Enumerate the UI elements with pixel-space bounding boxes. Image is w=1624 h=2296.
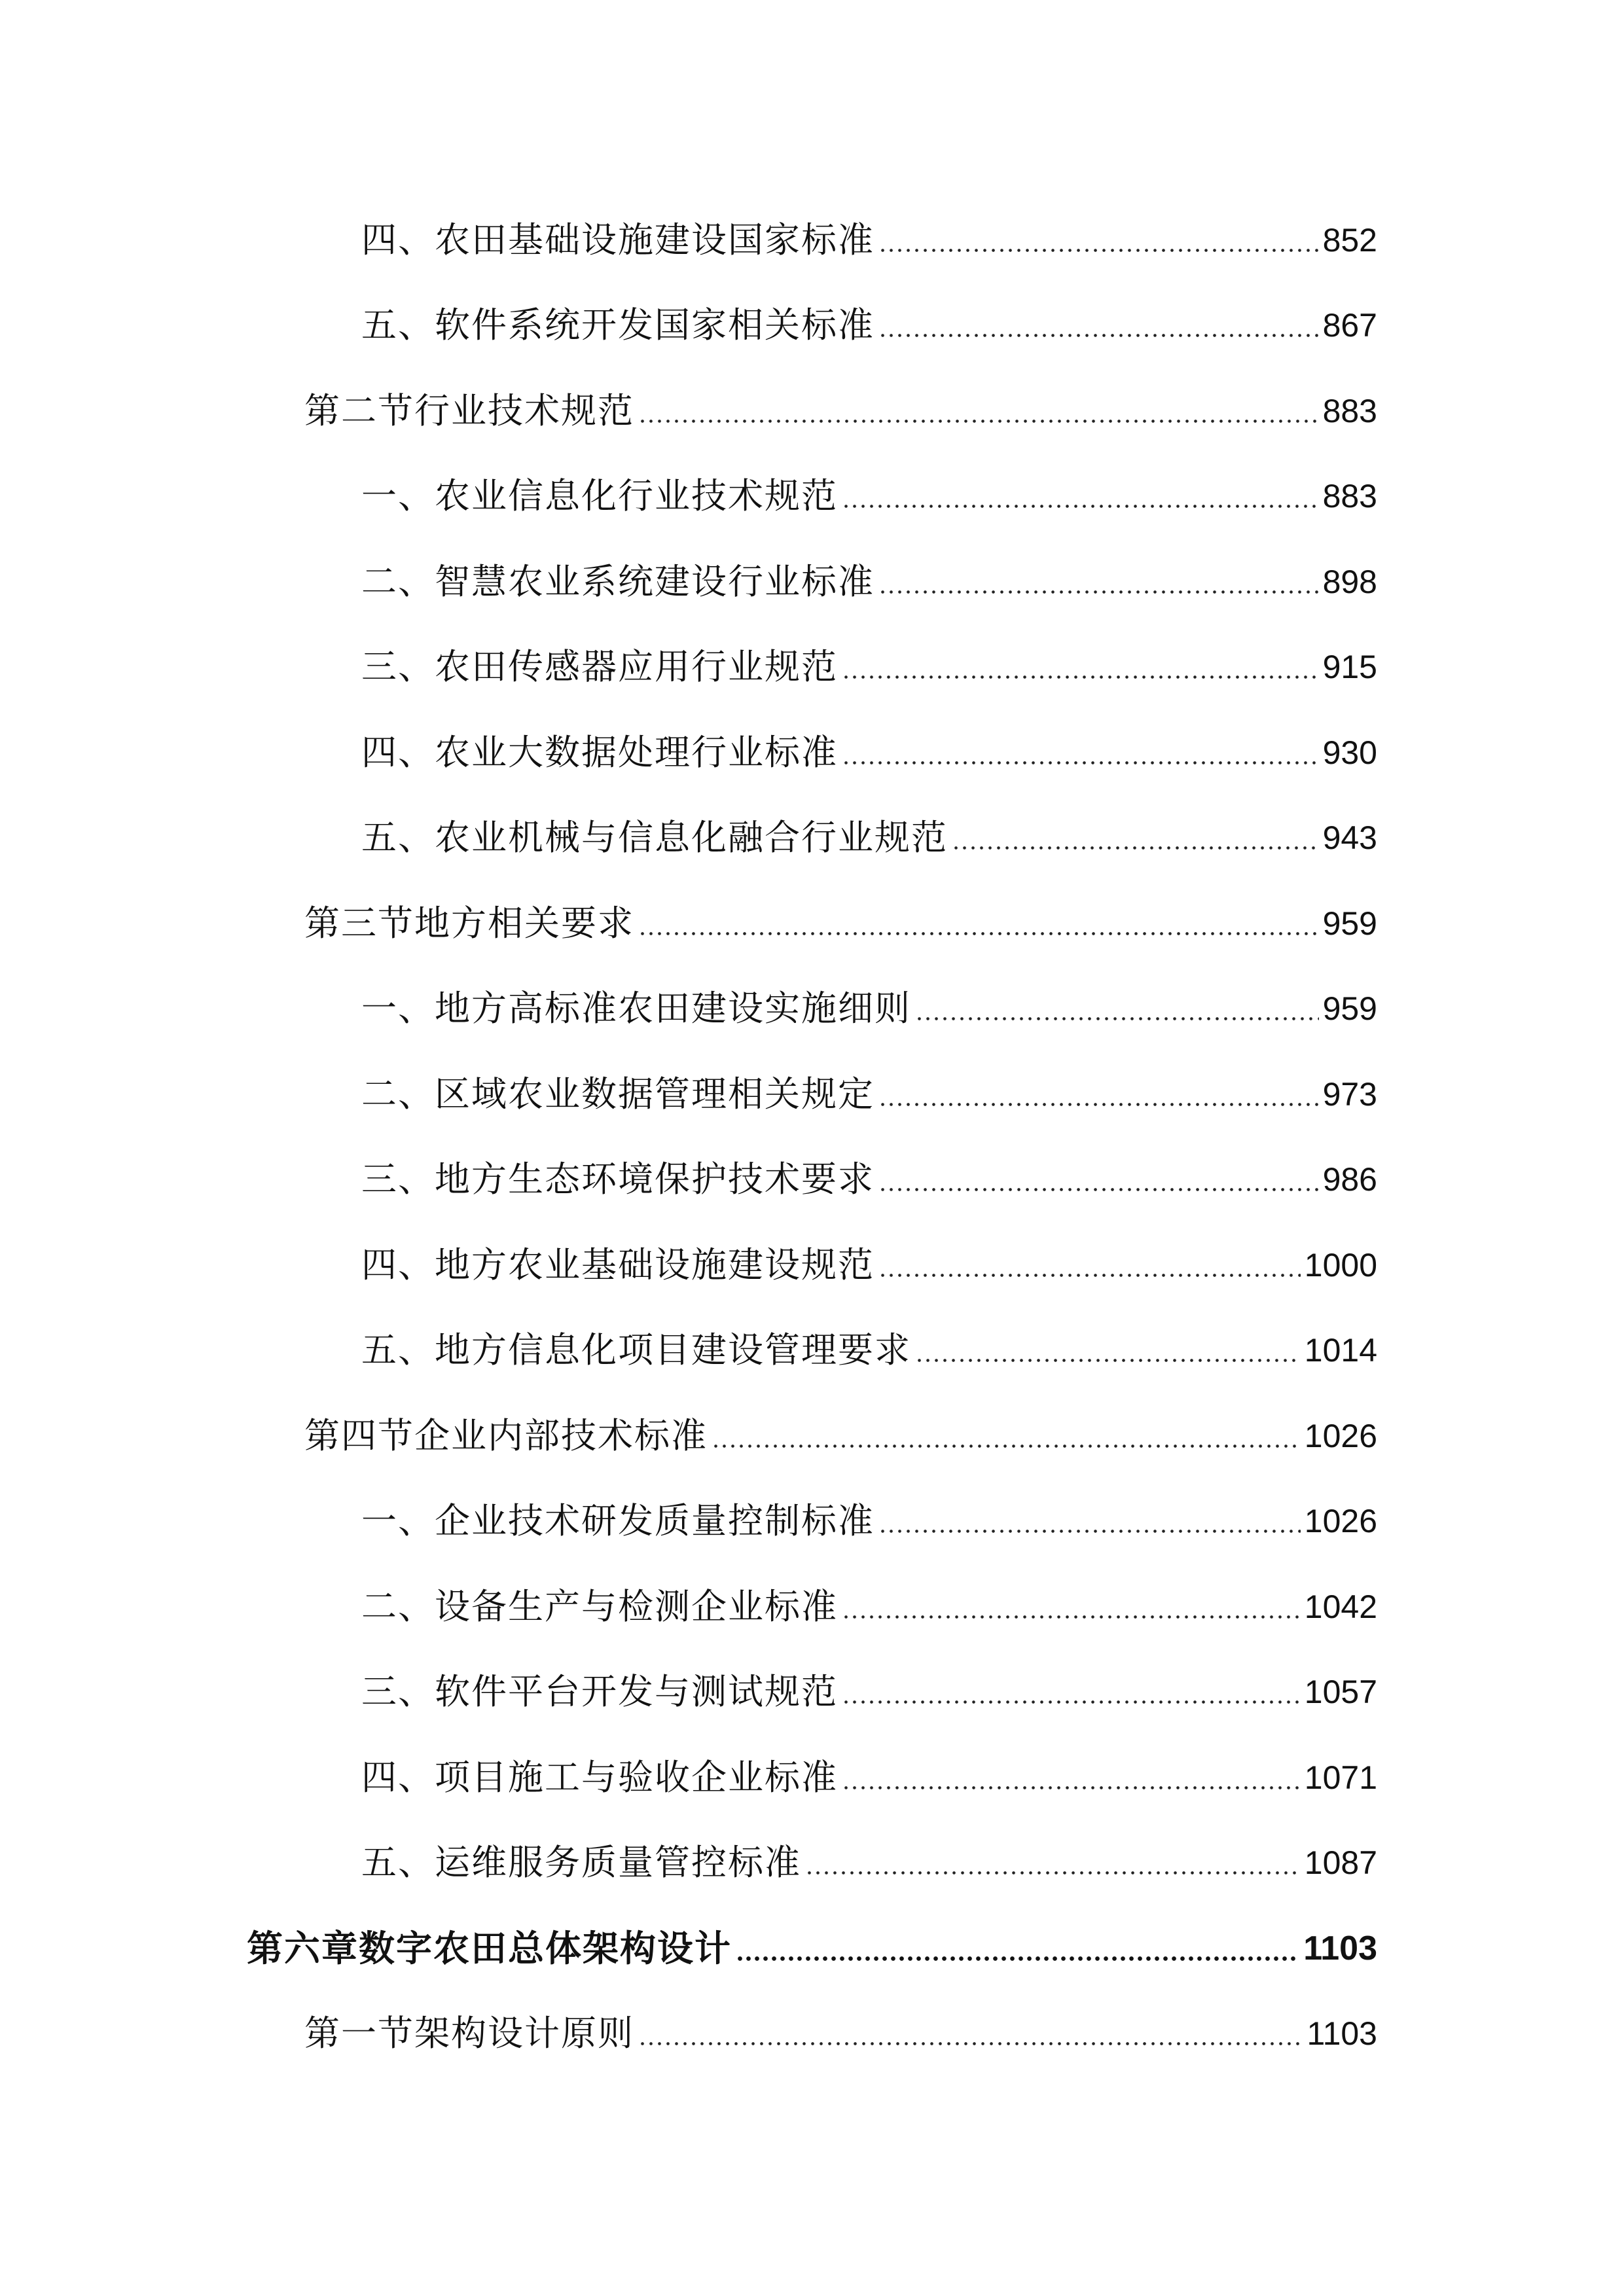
toc-dot-leader <box>878 1068 1319 1121</box>
toc-entry-title: 一、企业技术研发质量控制标准 <box>361 1500 875 1541</box>
toc-page-number: 930 <box>1322 734 1377 771</box>
toc-dot-leader <box>805 1837 1301 1889</box>
toc-dot-leader <box>915 982 1319 1035</box>
toc-entry[interactable] <box>361 1239 1377 1291</box>
toc-entry-title: 第一节架构设计原则 <box>304 2013 634 2054</box>
toc-page-number: 915 <box>1322 649 1377 685</box>
toc-entry[interactable] <box>361 1837 1377 1889</box>
toc-page-number: 1057 <box>1304 1674 1377 1710</box>
toc-dot-leader <box>878 1153 1319 1206</box>
toc-page-number: 1087 <box>1304 1844 1377 1881</box>
toc-entry[interactable] <box>361 726 1377 779</box>
toc-entry-title: 二、设备生产与检测企业标准 <box>361 1586 838 1627</box>
toc-entry-title: 一、地方高标准农田建设实施细则 <box>361 988 911 1029</box>
toc-entry-title: 五、软件系统开发国家相关标准 <box>361 304 875 346</box>
toc-entry[interactable] <box>361 1581 1377 1633</box>
toc-entry[interactable] <box>361 982 1377 1035</box>
toc-page-number: 959 <box>1322 905 1377 942</box>
toc-entry-title: 二、智慧农业系统建设行业标准 <box>361 561 875 602</box>
toc-dot-leader <box>842 726 1319 779</box>
toc-entry-title: 五、农业机械与信息化融合行业规范 <box>361 817 948 858</box>
toc-entry-title: 四、农业大数据处理行业标准 <box>361 732 838 773</box>
toc-entry[interactable] <box>304 897 1377 950</box>
toc-chapter-entry[interactable] <box>247 1922 1377 1975</box>
toc-page-number: 1103 <box>1307 2015 1377 2052</box>
toc-page-number: 1103 <box>1303 1929 1377 1967</box>
toc-entry[interactable] <box>361 1068 1377 1121</box>
toc-entry-title: 三、软件平台开发与测试规范 <box>361 1671 838 1712</box>
toc-dot-leader <box>712 1410 1301 1462</box>
toc-entry[interactable] <box>304 385 1377 437</box>
toc-dot-leader <box>878 1239 1301 1291</box>
toc-dot-leader <box>842 1666 1301 1718</box>
toc-page-number: 1026 <box>1304 1418 1377 1454</box>
toc-entry[interactable] <box>304 1410 1377 1462</box>
toc-entry[interactable] <box>304 2007 1377 2060</box>
toc-dot-leader <box>842 641 1319 693</box>
toc-dot-leader <box>842 1751 1301 1804</box>
toc-dot-leader <box>638 385 1319 437</box>
toc-entry[interactable] <box>361 1324 1377 1376</box>
toc-page-number: 1071 <box>1304 1759 1377 1796</box>
toc-page-number: 1014 <box>1304 1332 1377 1369</box>
toc-dot-leader <box>915 1324 1301 1376</box>
toc-page-number: 986 <box>1322 1161 1377 1198</box>
toc-entry-title: 一、农业信息化行业技术规范 <box>361 475 838 516</box>
toc-entry[interactable] <box>361 1495 1377 1547</box>
toc-dot-leader <box>638 897 1319 950</box>
toc-dot-leader <box>842 1581 1301 1633</box>
toc-entry-title: 五、地方信息化项目建设管理要求 <box>361 1329 911 1371</box>
toc-page-number: 867 <box>1322 307 1377 344</box>
toc-dot-leader <box>952 812 1319 864</box>
toc-entry-title: 第二节行业技术规范 <box>304 390 634 431</box>
toc-entry[interactable] <box>361 812 1377 864</box>
toc-entry[interactable] <box>361 556 1377 608</box>
toc-entry[interactable] <box>361 1666 1377 1718</box>
toc-dot-leader <box>878 299 1319 351</box>
toc-dot-leader <box>842 470 1319 522</box>
toc-entry-title: 第三节地方相关要求 <box>304 903 634 944</box>
toc-entry[interactable] <box>361 1153 1377 1206</box>
toc-entry-title: 四、项目施工与验收企业标准 <box>361 1757 838 1798</box>
toc-entry-title: 三、农田传感器应用行业规范 <box>361 646 838 687</box>
toc-entry[interactable] <box>361 470 1377 522</box>
toc-page-number: 973 <box>1322 1076 1377 1113</box>
toc-page-number: 959 <box>1322 990 1377 1027</box>
toc-entry-title: 五、运维服务质量管控标准 <box>361 1842 801 1883</box>
toc-entry[interactable] <box>361 299 1377 351</box>
toc-page-number: 852 <box>1322 222 1377 259</box>
toc-page-number: 883 <box>1322 393 1377 429</box>
toc-entry[interactable] <box>361 1751 1377 1804</box>
toc-entry[interactable] <box>361 641 1377 693</box>
toc-entry-title: 四、地方农业基础设施建设规范 <box>361 1244 875 1285</box>
toc-page-number: 898 <box>1322 564 1377 600</box>
toc-entry[interactable] <box>361 214 1377 266</box>
toc-page-number: 1000 <box>1304 1247 1377 1283</box>
toc-dot-leader <box>878 556 1319 608</box>
toc-page-number: 943 <box>1322 819 1377 856</box>
toc-entry-title: 三、地方生态环境保护技术要求 <box>361 1158 875 1200</box>
toc-entry-title: 第六章数字农田总体架构设计 <box>247 1928 732 1969</box>
toc-entry-title: 第四节企业内部技术标准 <box>304 1415 708 1456</box>
toc-entry-title: 四、农田基础设施建设国家标准 <box>361 219 875 260</box>
toc-page-number: 1026 <box>1304 1503 1377 1539</box>
toc-page-number: 883 <box>1322 478 1377 514</box>
toc-dot-leader <box>736 1922 1299 1975</box>
toc-dot-leader <box>878 214 1319 266</box>
toc-dot-leader <box>638 2007 1303 2060</box>
toc-entry-title: 二、区域农业数据管理相关规定 <box>361 1073 875 1115</box>
toc-dot-leader <box>878 1495 1301 1547</box>
toc-page-number: 1042 <box>1304 1588 1377 1625</box>
